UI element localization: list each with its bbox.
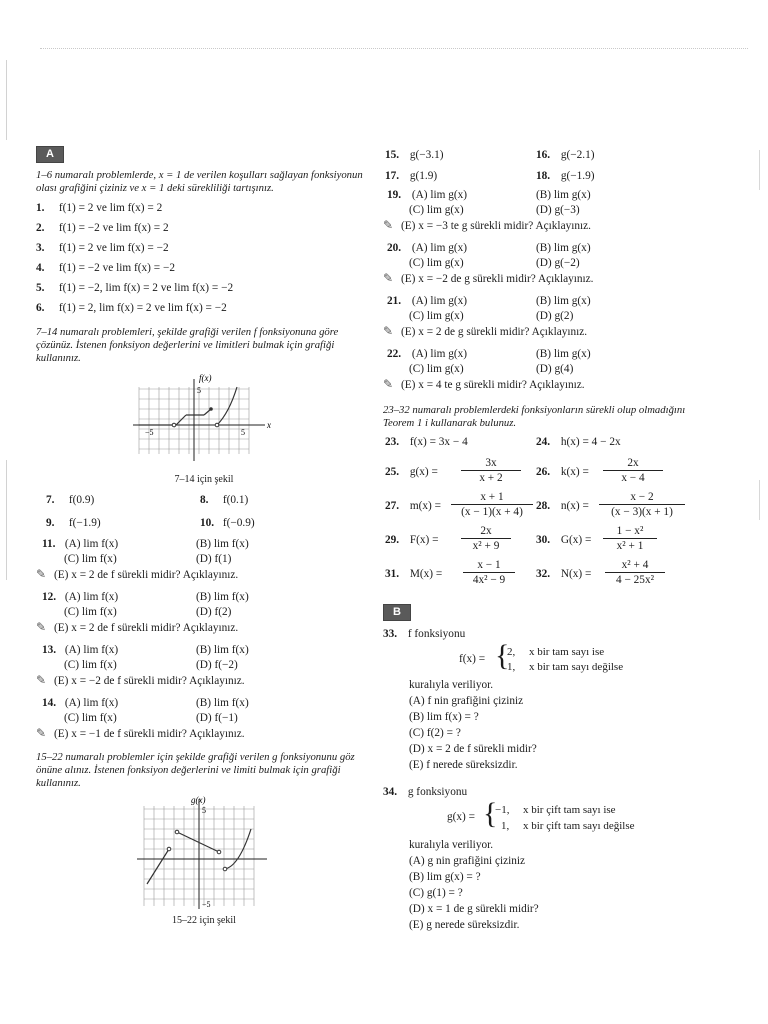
graph-f: [36, 369, 372, 485]
graph-f-svg: [129, 369, 279, 469]
problems-31-32: 31. M(x) = x − 1 4x² − 9 32. N(x) = x² + 4 4 − 25x²: [383, 558, 713, 590]
pencil-icon: ✎: [36, 567, 47, 581]
problem-14: 14. (A) lim f(x) (B) lim f(x) (C) lim f(x) (D) f(−1) ✎ (E) x = −1 de f sürekli midir? Açıklayınız.: [36, 697, 249, 740]
intro-7-14: 7–14 numaralı problemleri, şekilde grafiği verilen f fonksiyonuna göre çözünüz. İstenen fonksiyon değerlerini ve limitleri bulmak için grafiği kullanınız.: [36, 326, 339, 364]
problem-20: 20. (A) lim g(x) (B) lim g(x) (C) lim g(x) (D) g(−2) ✎ (E) x = −2 de g sürekli midir? Açıklayınız.: [383, 242, 594, 285]
problem-5: 5. f(1) = −2, lim f(x) = 2 ve lim f(x) = −2: [36, 282, 234, 294]
piecewise-g: g(x) = { −1, x bir çift tam sayı ise 1, x bir çift tam sayı değilse: [447, 797, 635, 832]
problems-15-16: 15. g(−3.1) 16. g(−2.1): [385, 149, 595, 161]
problems-23-24: 23. f(x) = 3x − 4 24. h(x) = 4 − 2x: [385, 436, 621, 448]
problem-34: 34. g fonksiyonu g(x) = { −1, x bir çift tam sayı ise 1, x bir çift tam sayı değilse kuralıyla veriliyor. (A) g nin grafiğini çiziniz (B) lim g(x) = ? (C) g(1) = ? (D) x = 1 de g sürekli midir? (E) g nerede süreksizdir.: [383, 783, 713, 933]
pencil-icon: ✎: [383, 324, 394, 338]
problem-6: 6. f(1) = 2, lim f(x) = 2 ve lim f(x) = −2: [36, 302, 227, 314]
graph-g-caption: 15–22 için şekil: [172, 915, 236, 926]
right-column: [383, 146, 713, 933]
problem-33: 33. f fonksiyonu f(x) = { 2, x bir tam sayı ise 1, x bir tam sayı değilse kuralıyla veriliyor. (A) f nin grafiğini çiziniz (B) lim f(x) = ? (C) f(2) = ? (D) x = 2 de f sürekli midir? (E) f nerede süreksizdir.: [383, 625, 713, 773]
problem-21: 21. (A) lim g(x) (B) lim g(x) (C) lim g(x) (D) g(2) ✎ (E) x = 2 de g sürekli midir? Açıklayınız.: [383, 295, 591, 338]
brace-icon: {: [483, 797, 498, 830]
problems-29-30: 29. F(x) = 2x x² + 9 30. G(x) = 1 − x² x² + 1: [383, 524, 713, 556]
problems-1-6: [36, 198, 372, 318]
brace-icon: {: [495, 639, 510, 672]
intro-23-32: 23–32 numaralı problemlerdeki fonksiyonların sürekli olup olmadığını Teorem 1 i kullanarak bulunuz.: [383, 404, 686, 429]
problem-13: 13. (A) lim f(x) (B) lim f(x) (C) lim f(x) (D) f(−2) ✎ (E) x = −2 de f sürekli midir? Açıklayınız.: [36, 644, 249, 687]
graph-g-ylabel: g(x): [191, 795, 206, 805]
problem-19: 19. (A) lim g(x) (B) lim g(x) (C) lim g(x) (D) g(−3) ✎ (E) x = −3 te g sürekli midir? Açıklayınız.: [383, 189, 591, 232]
top-scan-line: [40, 42, 748, 49]
graph-f-tick-5x: 5: [241, 428, 245, 437]
problem-1: 1. f(1) = 2 ve lim f(x) = 2: [36, 202, 163, 214]
section-b-label: B: [383, 604, 411, 621]
problem-2: 2. f(1) = −2 ve lim f(x) = 2: [36, 222, 169, 234]
graph-f-caption: 7–14 için şekil: [174, 474, 234, 485]
section-a-label: A: [36, 146, 64, 163]
graph-g-svg: [129, 794, 279, 914]
problem-11: 11. (A) lim f(x) (B) lim f(x) (C) lim f(x) (D) f(1) ✎ (E) x = 2 de f sürekli midir? Açıklayınız.: [36, 538, 249, 581]
problems-27-28: 27. m(x) = x + 1 (x − 1)(x + 4) 28. n(x) = x − 2 (x − 3)(x + 1): [383, 490, 713, 522]
graph-g-tick-5: 5: [202, 806, 206, 815]
problem-12: 12. (A) lim f(x) (B) lim f(x) (C) lim f(x) (D) f(2) ✎ (E) x = 2 de f sürekli midir? Açıklayınız.: [36, 591, 249, 634]
graph-f-tick-m5: −5: [145, 428, 154, 437]
pencil-icon: ✎: [36, 620, 47, 634]
problems-9-10: 9. f(−1.9) 10. f(−0.9): [46, 517, 255, 529]
piecewise-f: f(x) = { 2, x bir tam sayı ise 1, x bir tam sayı değilse: [459, 639, 624, 673]
problem-4: 4. f(1) = −2 ve lim f(x) = −2: [36, 262, 175, 274]
graph-f-xlabel: x: [267, 420, 271, 430]
fraction-problems: [383, 456, 713, 590]
pencil-icon: ✎: [383, 271, 394, 285]
scan-edge-mark: [759, 480, 760, 520]
problems-25-26: 25. g(x) = 3x x + 2 26. k(x) = 2x x − 4: [383, 456, 713, 488]
pencil-icon: ✎: [383, 218, 394, 232]
pencil-icon: ✎: [36, 726, 47, 740]
graph-g-tick-m5: −5: [202, 900, 211, 909]
problem-22: 22. (A) lim g(x) (B) lim g(x) (C) lim g(x) (D) g(4) ✎ (E) x = 4 te g sürekli midir? Açıklayınız.: [383, 348, 591, 391]
problems-7-8: 7. f(0.9) 8. f(0.1): [46, 494, 249, 506]
pencil-icon: ✎: [36, 673, 47, 687]
intro-1-6: 1–6 numaralı problemlerde, x = 1 de verilen koşulları sağlayan fonksiyonun olası grafiğini çiziniz ve x = 1 deki sürekliliği tartışınız.: [36, 169, 363, 194]
intro-15-22: 15–22 numaralı problemler için şekilde grafiği verilen g fonksiyonunu göz önüne alınız. İstenen fonksiyon değerlerini ve limiti bulmak için grafiği kullanınız.: [36, 751, 355, 789]
graph-g: [36, 794, 372, 926]
problems-17-18: 17. g(1.9) 18. g(−1.9): [385, 170, 595, 182]
pencil-icon: ✎: [383, 377, 394, 391]
left-column: [36, 146, 372, 932]
problem-3: 3. f(1) = 2 ve lim f(x) = −2: [36, 242, 169, 254]
scan-edge-mark: [6, 60, 7, 140]
graph-f-ylabel: f(x): [199, 373, 212, 383]
scan-edge-mark: [759, 150, 760, 190]
scan-edge-mark: [6, 460, 7, 580]
graph-f-tick-5: 5: [197, 386, 201, 395]
